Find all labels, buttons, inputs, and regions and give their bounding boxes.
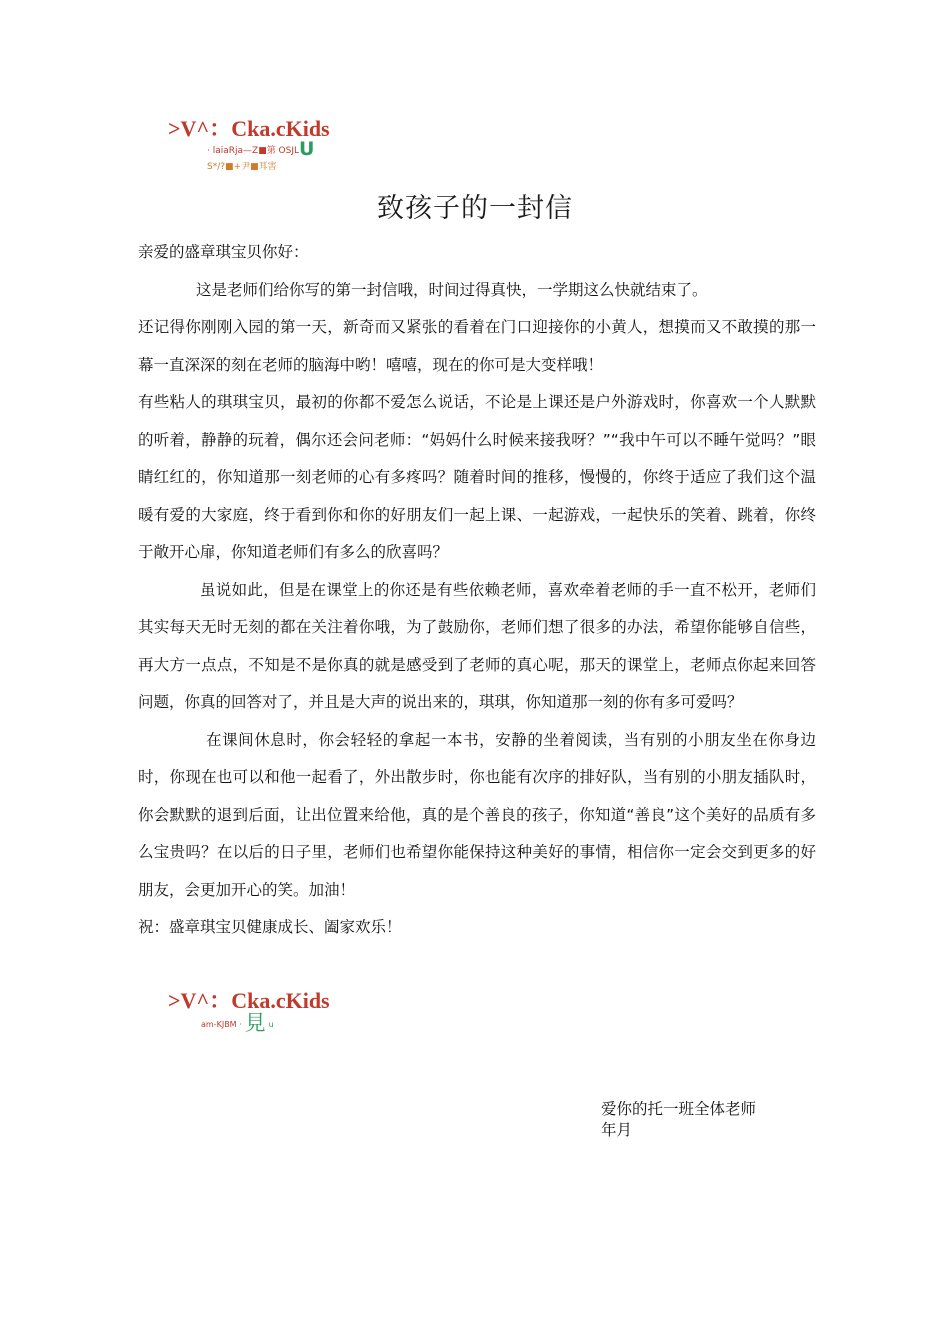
logo-subline-tail: u bbox=[268, 1020, 274, 1029]
letter-title: 致孩子的一封信 bbox=[377, 193, 573, 224]
logo-subline-1-text: · laiaRja—Z■第 OSJL bbox=[207, 146, 300, 156]
letter-signature bbox=[601, 1099, 756, 1141]
logo-subline-glyph: 見 bbox=[244, 1011, 266, 1035]
logo-wordmark: >V^：Cka.cKids bbox=[168, 988, 330, 1013]
kids-logo-top bbox=[0, 112, 420, 176]
letter-paragraph-2: 还记得你刚刚入园的第一天，新奇而又紧张的看着在门口迎接你的小黄人，想摸而又不敢摸的那一幕一直深深的刻在老师的脑海中哟！嘻嘻，现在的你可是大变样哦！ bbox=[138, 318, 816, 374]
logo-subline-text: am-KJBM · bbox=[201, 1020, 242, 1029]
logo-wordmark: >V^：Cka.cKids bbox=[168, 116, 330, 141]
logo-subline-2: S*/?■+尹■耳害 bbox=[207, 162, 277, 172]
letter-greeting: 亲爱的盛章琪宝贝你好： bbox=[138, 243, 309, 261]
letter-paragraph-4: 虽说如此，但是在课堂上的你还是有些依赖老师，喜欢牵着老师的手一直不松开，老师们其实每天无时无刻的都在关注着你哦，为了鼓励你，老师们想了很多的办法，希望你能够自信些，再大方一点点，不知是不是你真的就是感受到了老师的真心呢，那天的课堂上，老师点你起来回答问题，你真的回答对了，并且是大声的说出来的，琪琪，你知道那一刻的你有多可爱吗？ bbox=[138, 580, 816, 711]
signature-date: 年月 bbox=[601, 1121, 633, 1139]
letter-body bbox=[138, 234, 816, 947]
letter-paragraph-5: 在课间休息时，你会轻轻的拿起一本书，安静的坐着阅读，当有别的小朋友坐在你身边时，你现在也可以和他一起看了，外出散步时，你也能有次序的排好队，当有别的小朋友插队时，你会默默的退到后面，让出位置来给他，真的是个善良的孩子，你知道“善良”这个美好的品质有多么宝贵吗？在以后的日子里，老师们也希望你能保持这种美好的事情，相信你一定会交到更多的好朋友，会更加开心的笑。加油！ bbox=[138, 730, 816, 899]
logo-subline bbox=[201, 1012, 274, 1036]
signature-from: 爱你的托一班全体老师 bbox=[601, 1100, 757, 1118]
kids-logo-bottom bbox=[0, 984, 420, 1038]
logo-subline-1 bbox=[207, 140, 314, 160]
letter-paragraph-3: 有些粘人的琪琪宝贝，最初的你都不爱怎么说话，不论是上课还是户外游戏时，你喜欢一个人默默的听着，静静的玩着，偶尔还会问老师：“妈妈什么时候来接我呀？”“我中午可以不睡午觉吗？”眼睛红红的，你知道那一刻老师的心有多疼吗？随着时间的推移，慢慢的，你终于适应了我们这个温暖有爱的大家庭，终于看到你和你的好朋友们一起上课、一起游戏，一起快乐的笑着、跳着，你终于敞开心扉，你知道老师们有多么的欣喜吗？ bbox=[138, 393, 816, 561]
letter-wish: 祝：盛章琪宝贝健康成长、阖家欢乐！ bbox=[138, 918, 402, 936]
letter-paragraph-1: 这是老师们给你写的第一封信哦，时间过得真快，一学期这么快就结束了。 bbox=[196, 280, 708, 299]
logo-subline-1-glyph: U bbox=[299, 138, 315, 160]
